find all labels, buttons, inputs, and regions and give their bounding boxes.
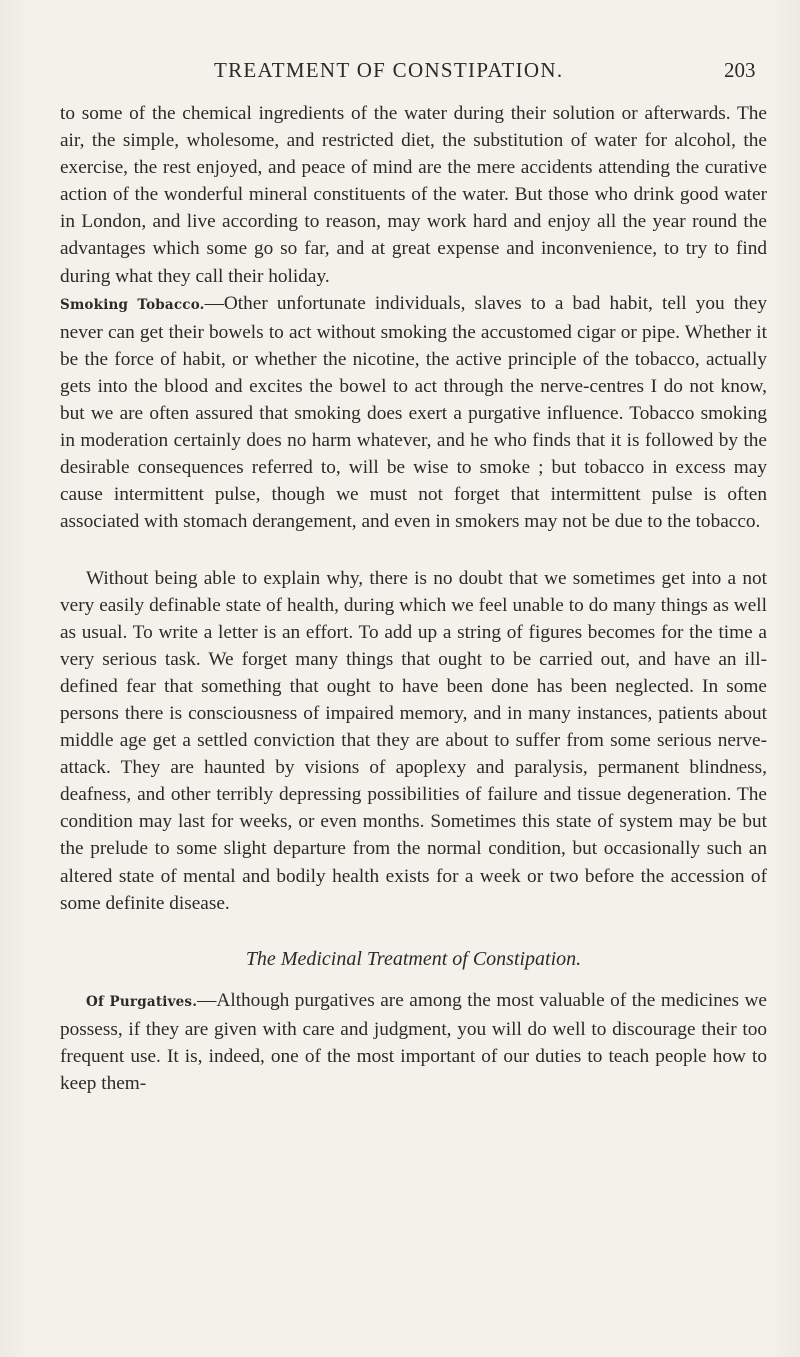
paragraph-smoking-tobacco xyxy=(60,290,767,536)
paragraph-purgatives xyxy=(60,987,767,1097)
sidehead-smoking-tobacco: Smoking Tobacco. xyxy=(60,296,205,313)
running-header xyxy=(214,58,774,83)
running-title: TREATMENT OF CONSTIPATION. xyxy=(214,58,564,82)
paragraph-ill-health-state: Without being able to explain why, there is no doubt that we sometimes get into a not very easily definable state of health, during which we feel unable to do many things as well as usual. To write a letter is an effort. To add up a string of figures becomes for the time a very serious task. We forget many things that ought to be carried out, and have an ill-defined fear that something that ought to have been done has been neglected. In some persons there is consciousness of impaired memory, and in many instances, patients about middle age get a settled conviction that they are about to suffer from some serious nerve-attack. They are haunted by visions of apoplexy and paralysis, permanent blindness, deafness, and other terribly depressing possibilities of failure and tissue degeneration. The condition may last for weeks, or even months. Sometimes this state of system may be but the prelude to some slight departure from the normal condition, but occasionally such an altered state of mental and bodily health exists for a week or two before the accession of some definite disease. xyxy=(60,567,767,914)
paragraph-gap xyxy=(60,536,767,565)
body-text xyxy=(60,100,767,1097)
paragraph-water-continuation: to some of the chemical ingredients of the water during their solution or afterwards. The air, the simple, wholesome, and restricted diet, the substitution of water for alcohol, the exercise, the rest enjoyed, and peace of mind are the mere accidents attending the curative action of the wonderful mineral constituents of the water. But those who drink good water in London, and live according to reason, may work hard and enjoy all the year round the advantages which some go so far, and at great expense and inconvenience, to try to find during what they call their holiday. xyxy=(60,103,767,287)
section-title: The Medicinal Treatment of Constipation. xyxy=(245,947,582,970)
paragraph-smoking-body: —Other unfortunate individuals, slaves to a bad habit, tell you they never can get their bowels to act without smoking the accustomed cigar or pipe. Whether it be the force of habit, or whether the nicotine, the active principle of the tobacco, actually gets into the blood and excites the bowel to act through the nerve-centres I do not know, but we are often assured that smoking does exert a purgative influence. Tobacco smoking in moderation certainly does no harm whatever, and he who finds that it is followed by the desirable consequences referred to, will be wise to smoke ; but tobacco in excess may cause intermittent pulse, though we must not forget that intermittent pulse is often associated with stomach derangement, and even in smokers may not be due to the tobacco. xyxy=(60,292,767,533)
paragraph-purgatives-body: —Although purgatives are among the most valuable of the medicines we possess, if they are given with care and judgment, you will do well to discourage their too frequent use. It is, indeed, one of the most important of our duties to teach people how to keep them- xyxy=(60,989,767,1095)
paragraph-gap xyxy=(60,973,767,987)
paragraph-gap xyxy=(60,917,767,946)
page-number: 203 xyxy=(724,58,756,82)
sidehead-purgatives: Of Purgatives. xyxy=(86,993,198,1010)
